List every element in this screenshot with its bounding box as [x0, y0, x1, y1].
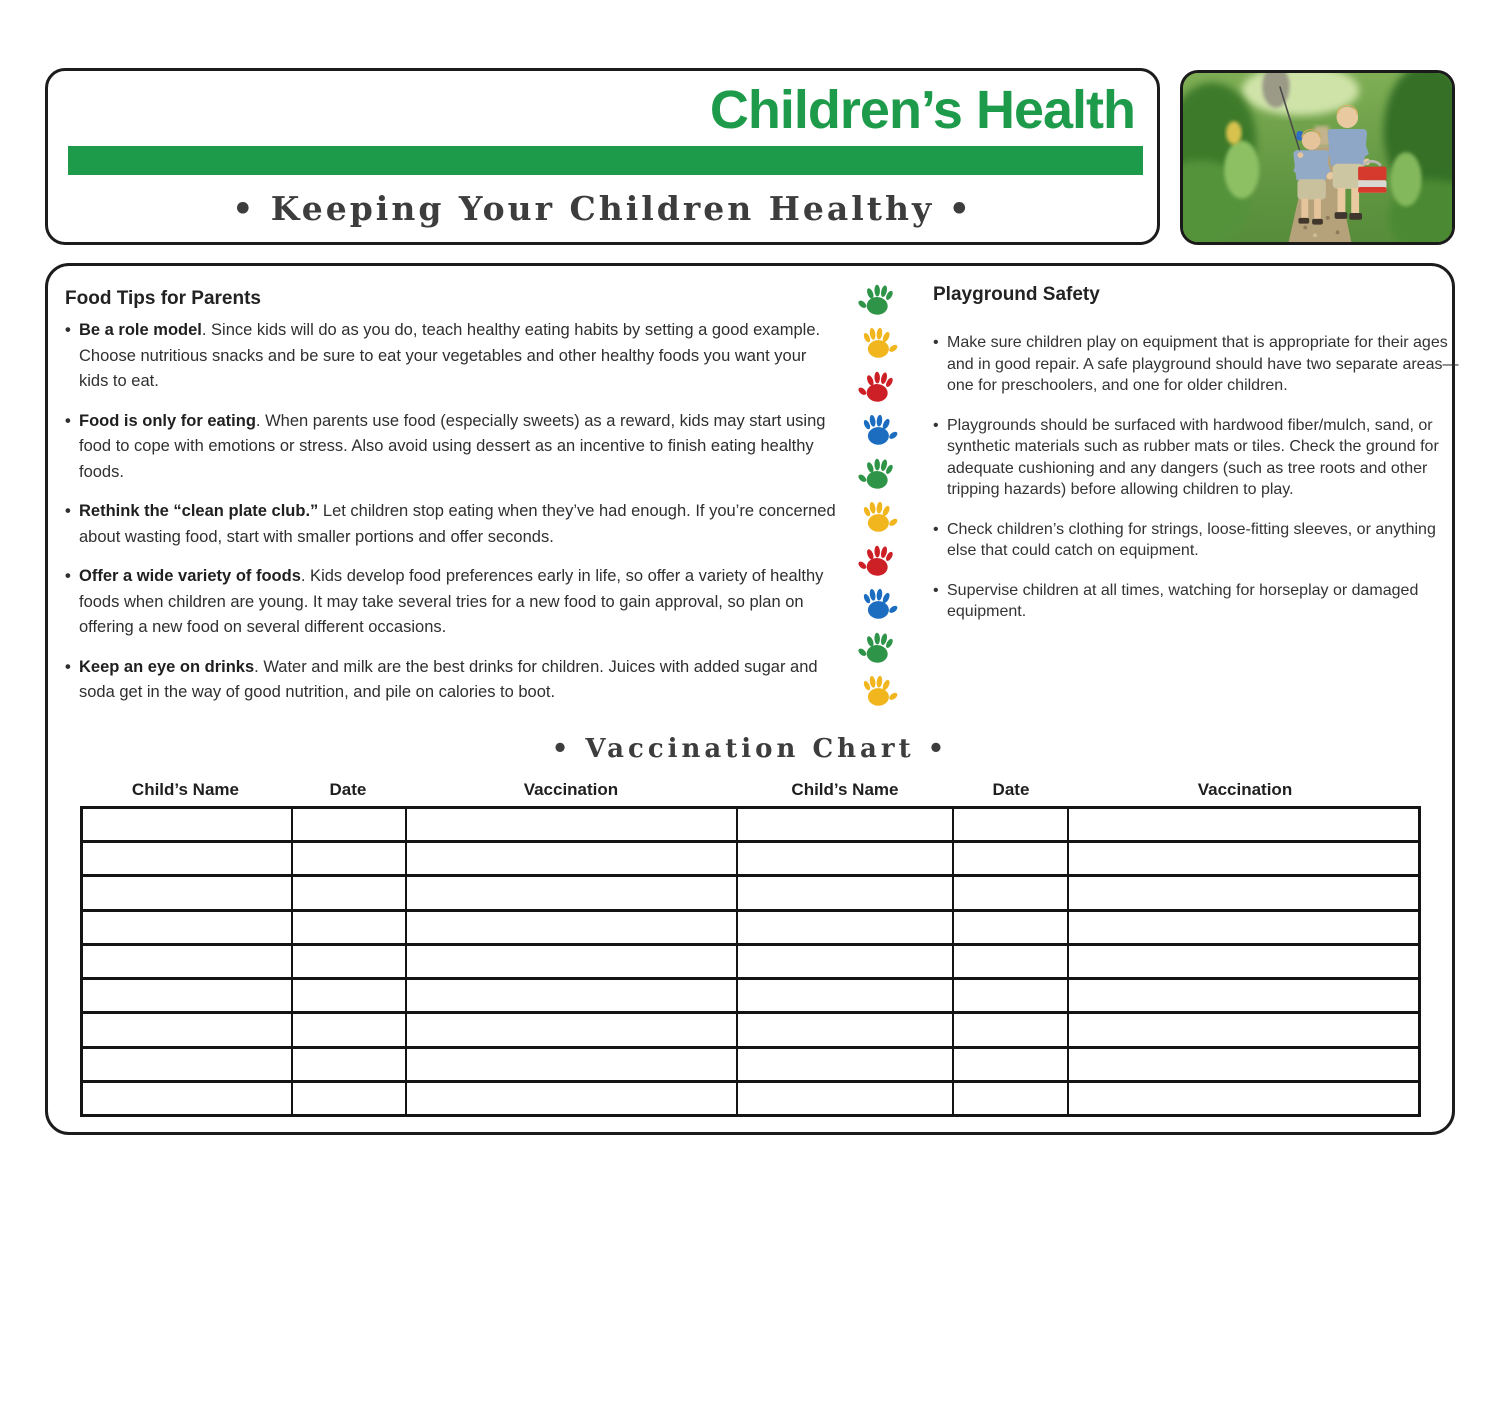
vaccination-cell [953, 808, 1069, 842]
vaccination-cell [953, 842, 1069, 876]
vaccination-cell [737, 979, 953, 1013]
column-header: Date [329, 780, 367, 799]
vaccination-cell [292, 944, 406, 978]
vaccination-row [82, 944, 1420, 978]
children-walking-photo [1180, 70, 1455, 245]
vaccination-cell [82, 910, 292, 944]
vaccination-cell [737, 910, 953, 944]
vaccination-cell [953, 1081, 1069, 1115]
vaccination-cell [1068, 876, 1419, 910]
vaccination-cell [1068, 979, 1419, 1013]
playground-safety-item: • Supervise children at all times, watching for horseplay or damaged equipment. [933, 580, 1463, 623]
food-tip-item: • Keep an eye on drinks. Water and milk are the best drinks for children. Juices with added sugar and soda get in the way of good nutrition, and pile on calories to boot. [65, 655, 837, 706]
playground-safety-heading: Playground Safety [933, 284, 1100, 305]
vaccination-row [82, 979, 1420, 1013]
column-header: Child’s Name [791, 780, 899, 799]
green-handprint-icon [851, 278, 905, 322]
yellow-handprint-icon [851, 322, 905, 366]
vaccination-cell [1068, 842, 1419, 876]
vaccination-row [82, 842, 1420, 876]
vaccination-table-body [82, 808, 1420, 1116]
playground-safety-item: • Make sure children play on equipment that is appropriate for their ages and in good repair. A safe playground should have two separate areas—one for preschoolers, and one for older children. [933, 332, 1463, 397]
vaccination-cell [406, 1013, 737, 1047]
vaccination-cell [82, 876, 292, 910]
yellow-handprint-icon [851, 496, 905, 540]
page-subtitle: • Keeping Your Children Healthy • [232, 189, 973, 228]
vaccination-cell [1068, 1047, 1419, 1081]
vaccination-cell [406, 842, 737, 876]
green-handprint-icon [851, 626, 905, 670]
vaccination-cell [737, 1013, 953, 1047]
vaccination-cell [406, 944, 737, 978]
vaccination-cell [953, 1047, 1069, 1081]
playground-safety-section [933, 284, 1463, 641]
vaccination-cell [292, 808, 406, 842]
vaccination-cell [292, 876, 406, 910]
vaccination-cell [82, 979, 292, 1013]
playground-safety-list [933, 332, 1463, 623]
vaccination-cell [737, 876, 953, 910]
food-tips-heading: Food Tips for Parents [65, 288, 262, 309]
vaccination-cell [406, 876, 737, 910]
vaccination-row [82, 1081, 1420, 1115]
food-tips-list [65, 318, 837, 706]
vaccination-cell [82, 842, 292, 876]
green-accent-bar [68, 146, 1143, 175]
vaccination-cell [737, 1081, 953, 1115]
vaccination-cell [953, 876, 1069, 910]
vaccination-cell [292, 1047, 406, 1081]
food-tip-item: • Offer a wide variety of foods. Kids develop food preferences early in life, so offer a variety of healthy foods when children are young. It may take several tries for a new food to gain approval, so plan on offering a new food on several different occasions. [65, 564, 837, 641]
red-handprint-icon [851, 539, 905, 583]
vaccination-cell [82, 944, 292, 978]
vaccination-cell [953, 944, 1069, 978]
vaccination-cell [1068, 944, 1419, 978]
vaccination-cell [953, 979, 1069, 1013]
vaccination-cell [953, 910, 1069, 944]
vaccination-cell [292, 1081, 406, 1115]
vaccination-chart-headers [80, 780, 1421, 800]
vaccination-row [82, 1013, 1420, 1047]
playground-safety-item: • Check children’s clothing for strings, loose-fitting sleeves, or anything else that could catch on equipment. [933, 519, 1463, 562]
vaccination-cell [406, 910, 737, 944]
food-tip-item: • Food is only for eating. When parents use food (especially sweets) as a reward, kids may start using food to cope with emotions or stress. Also avoid using dessert as an incentive to finish eating healthy foods. [65, 409, 837, 486]
column-header: Child’s Name [131, 780, 239, 799]
column-header: Vaccination [523, 780, 619, 799]
page-title: Children’s Health [709, 80, 1135, 140]
vaccination-row [82, 876, 1420, 910]
content-panel [45, 263, 1459, 1135]
playground-safety-item: • Playgrounds should be surfaced with hardwood fiber/mulch, sand, or synthetic materials such as rubber mats or tiles. Check the ground for adequate cushioning and any dangers (such as tree roots and other tripping hazards) before allowing children to play. [933, 415, 1463, 501]
vaccination-cell [292, 910, 406, 944]
header-banner [45, 68, 1160, 245]
food-tip-item: • Be a role model. Since kids will do as you do, teach healthy eating habits by setting a good example. Choose nutritious snacks and be sure to eat your vegetables and other healthy foods you want your kids to eat. [65, 318, 837, 395]
column-header: Vaccination [1197, 780, 1293, 799]
vaccination-row [82, 1047, 1420, 1081]
vaccination-row [82, 910, 1420, 944]
vaccination-cell [1068, 808, 1419, 842]
vaccination-cell [737, 1047, 953, 1081]
vaccination-cell [737, 842, 953, 876]
vaccination-cell [82, 808, 292, 842]
vaccination-cell [406, 1047, 737, 1081]
vaccination-table [80, 806, 1421, 1117]
vaccination-row [82, 808, 1420, 842]
vaccination-cell [737, 808, 953, 842]
vaccination-cell [292, 1013, 406, 1047]
vaccination-cell [1068, 910, 1419, 944]
handprints-column [848, 278, 908, 713]
vaccination-cell [292, 979, 406, 1013]
vaccination-cell [406, 1081, 737, 1115]
vaccination-cell [737, 944, 953, 978]
vaccination-chart-title: • Vaccination Chart • [551, 734, 949, 764]
vaccination-cell [292, 842, 406, 876]
food-tip-item: • Rethink the “clean plate club.” Let children stop eating when they’ve had enough. If you’re concerned about wasting food, start with smaller portions and offer seconds. [65, 499, 837, 550]
column-header: Date [992, 780, 1030, 799]
vaccination-cell [1068, 1013, 1419, 1047]
vaccination-cell [953, 1013, 1069, 1047]
vaccination-cell [82, 1047, 292, 1081]
photo-illustration [1183, 73, 1452, 242]
blue-handprint-icon [851, 409, 905, 453]
vaccination-cell [406, 979, 737, 1013]
vaccination-cell [406, 808, 737, 842]
vaccination-cell [82, 1013, 292, 1047]
green-handprint-icon [851, 452, 905, 496]
yellow-handprint-icon [851, 670, 905, 714]
vaccination-cell [82, 1081, 292, 1115]
food-tips-section [65, 288, 837, 720]
red-handprint-icon [851, 365, 905, 409]
blue-handprint-icon [851, 583, 905, 627]
vaccination-cell [1068, 1081, 1419, 1115]
